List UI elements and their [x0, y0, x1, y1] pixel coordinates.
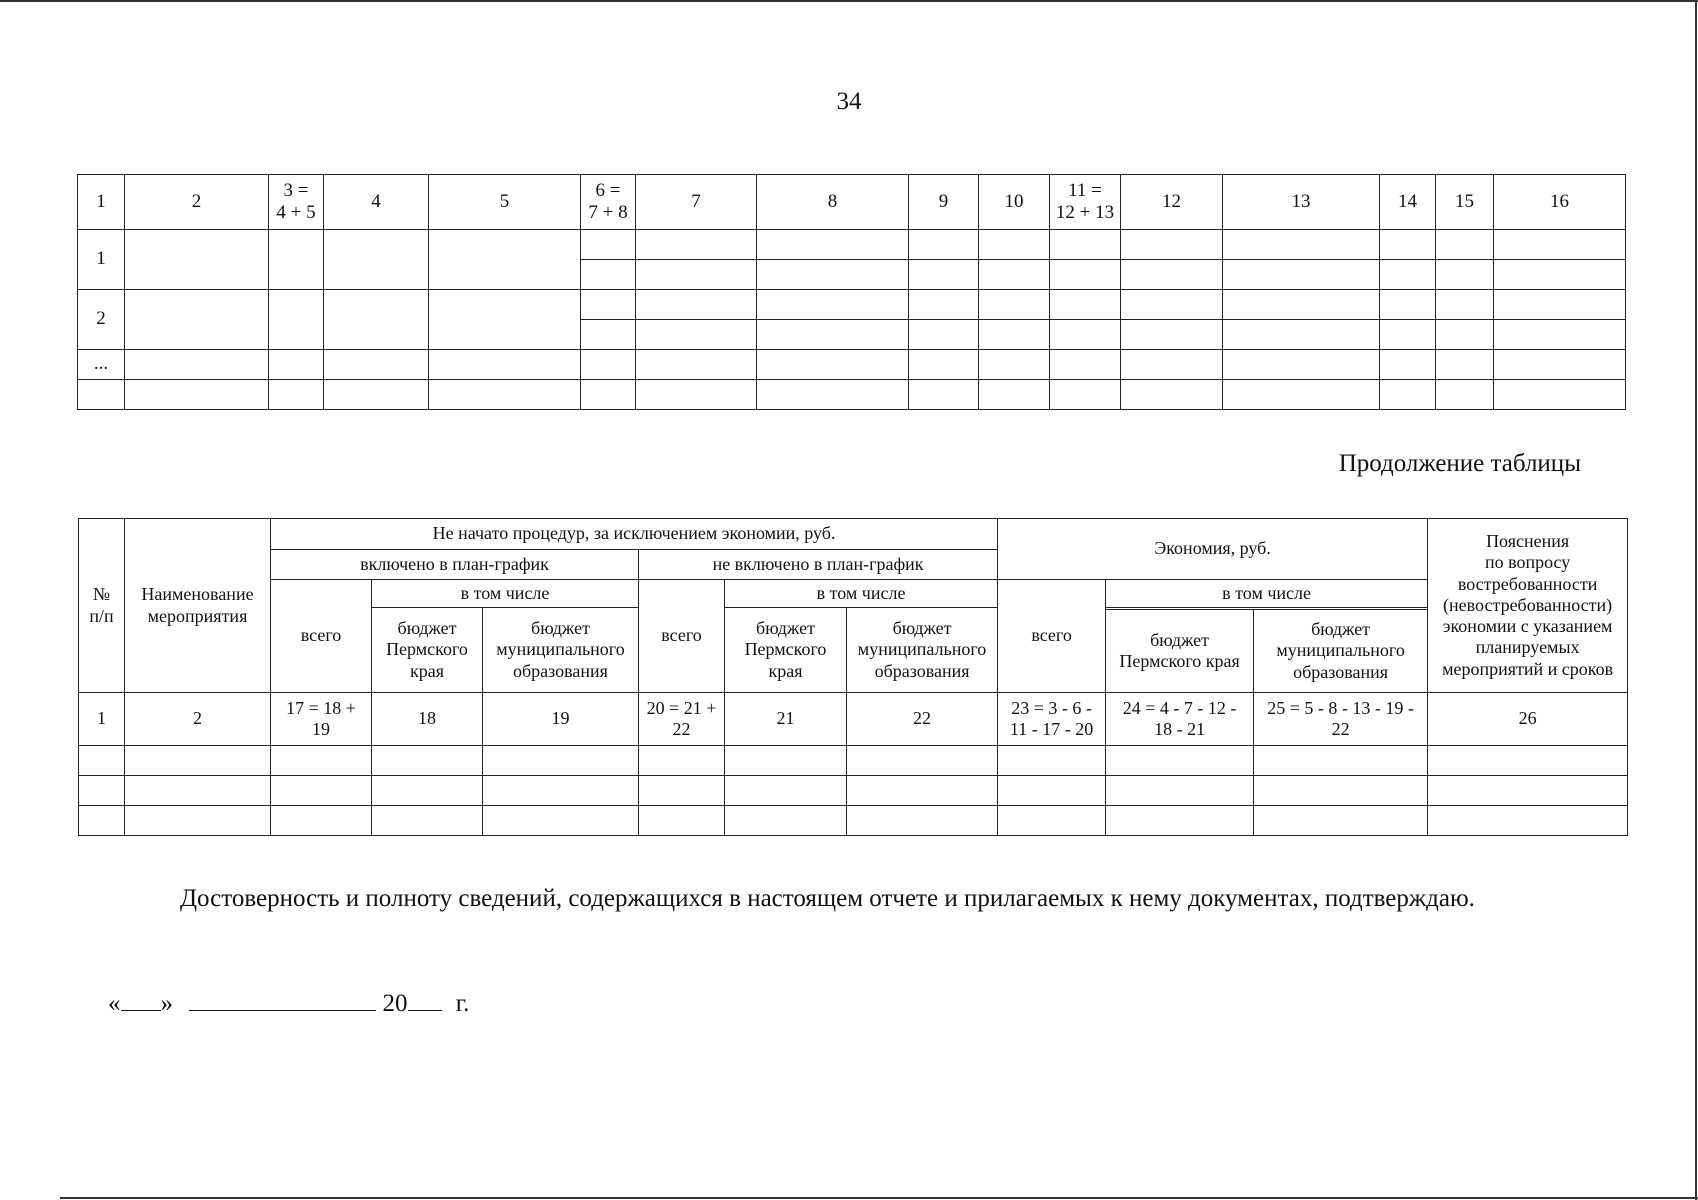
col-header: 14 [1380, 175, 1436, 230]
table-bottom [78, 518, 1628, 836]
col-header-budget-perm: бюджет Пермского края [1106, 610, 1254, 693]
col-header: 16 [1494, 175, 1626, 230]
row-label: 1 [78, 230, 125, 290]
col-header: 9 [909, 175, 979, 230]
numbering-cell: 24 = 4 - 7 - 12 - 18 - 21 [1106, 693, 1254, 746]
table-bottom-header-row-3 [79, 580, 1628, 608]
numbering-cell: 2 [125, 693, 271, 746]
table-row [79, 776, 1628, 806]
day-blank [121, 988, 161, 1011]
group-header-included: включено в план-график [271, 550, 639, 580]
table-row [78, 230, 1626, 260]
subheader-including: в том числе [372, 580, 639, 608]
numbering-cell: 26 [1428, 693, 1628, 746]
numbering-cell: 23 = 3 - 6 - 11 - 17 - 20 [998, 693, 1106, 746]
col-header: 10 [979, 175, 1050, 230]
col-header-total: всего [998, 580, 1106, 693]
table-row [78, 290, 1626, 320]
col-header: 5 [429, 175, 581, 230]
col-header: 4 [324, 175, 429, 230]
scan-edge-top [0, 0, 1698, 2]
table-bottom-header-row-1 [79, 519, 1628, 550]
numbering-cell: 20 = 21 + 22 [639, 693, 725, 746]
date-close-quote: » [160, 990, 173, 1017]
col-header-budget-perm: бюджет Пермского края [372, 608, 483, 693]
numbering-row [79, 693, 1628, 746]
year-blank [408, 988, 442, 1011]
date-line [108, 988, 469, 1018]
group-header-not-included: не включено в план-график [639, 550, 998, 580]
col-header-total: всего [271, 580, 372, 693]
numbering-cell: 17 = 18 + 19 [271, 693, 372, 746]
numbering-cell: 21 [725, 693, 847, 746]
page-number: 34 [836, 88, 862, 115]
col-header: 2 [125, 175, 269, 230]
col-header: 8 [757, 175, 909, 230]
table-row [78, 380, 1626, 410]
col-header-explanations: Пояснения по вопросу востребованности (невостребованности) экономии с указанием планируемых мероприятий и сроков [1428, 519, 1628, 693]
col-header: 15 [1436, 175, 1494, 230]
col-header: 6 = 7 + 8 [581, 175, 636, 230]
numbering-cell: 1 [79, 693, 125, 746]
subheader-including: в том числе [725, 580, 998, 608]
certification-statement: Достоверность и полноту сведений, содержащихся в настоящем отчете и прилагаемых к нему документах, подтверждаю. [180, 885, 1475, 912]
table-row [79, 806, 1628, 836]
row-label: 2 [78, 290, 125, 350]
col-header: 11 = 12 + 13 [1050, 175, 1121, 230]
year-suffix: г. [455, 990, 470, 1017]
group-header-savings: Экономия, руб. [998, 519, 1428, 580]
group-header-not-started: Не начато процедур, за исключением экономии, руб. [271, 519, 998, 550]
continuation-label: Продолжение таблицы [1338, 450, 1581, 477]
table-top [77, 174, 1626, 410]
col-header-budget-municipal: бюджет муниципального образования [847, 608, 998, 693]
col-header-budget-perm: бюджет Пермского края [725, 608, 847, 693]
table-row [79, 746, 1628, 776]
numbering-cell: 25 = 5 - 8 - 13 - 19 - 22 [1254, 693, 1428, 746]
month-blank [189, 988, 376, 1011]
col-header-number: № п/п [79, 519, 125, 693]
col-header-name: Наименование мероприятия [125, 519, 271, 693]
date-open-quote: « [108, 990, 121, 1017]
col-header: 3 = 4 + 5 [269, 175, 324, 230]
scan-edge-bottom [60, 1197, 1698, 1199]
scan-edge-right [1695, 0, 1697, 1200]
col-header-budget-municipal: бюджет муниципального образования [483, 608, 639, 693]
col-header-budget-municipal: бюджет муниципального образования [1254, 610, 1428, 693]
col-header: 1 [78, 175, 125, 230]
numbering-cell: 18 [372, 693, 483, 746]
year-prefix: 20 [382, 990, 408, 1017]
col-header: 7 [636, 175, 757, 230]
subheader-including: в том числе [1106, 580, 1428, 608]
table-top-header-row [78, 175, 1626, 230]
col-header-total: всего [639, 580, 725, 693]
numbering-cell: 22 [847, 693, 998, 746]
table-row [78, 350, 1626, 380]
col-header: 13 [1223, 175, 1380, 230]
numbering-cell: 19 [483, 693, 639, 746]
row-label: ... [78, 350, 125, 380]
col-header: 12 [1121, 175, 1223, 230]
